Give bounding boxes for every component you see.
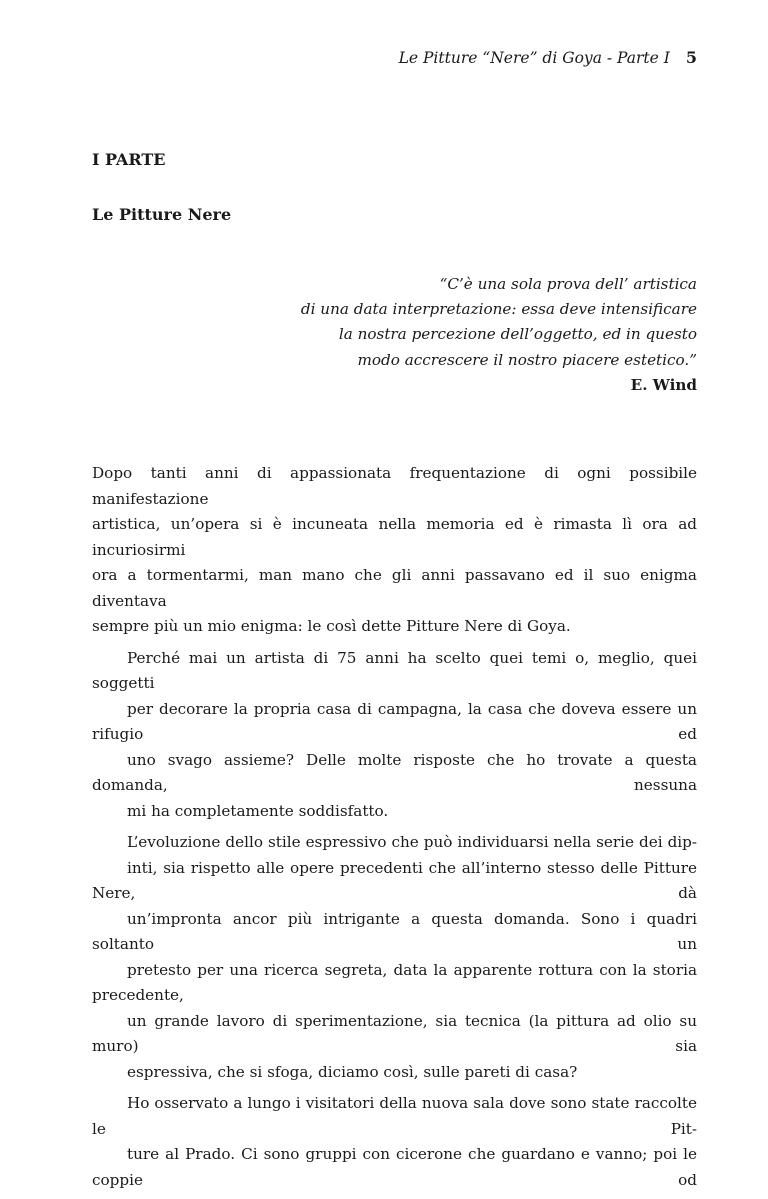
epigraph-line: la nostra percezione dell’oggetto, ed in questo	[338, 325, 697, 344]
text-line: pretesto per una ricerca segreta, data la apparente rottura con la storia precedente,	[92, 960, 697, 1004]
text-line: L’evoluzione dello stile espressivo che può individuarsi nella serie dei dip-	[127, 833, 697, 851]
text-line: ora a tormentarmi, man mano che gli anni passavano ed il suo enigma diventava	[92, 566, 697, 610]
text-line: espressiva, che si sfoga, diciamo così, sulle pareti di casa?	[127, 1062, 578, 1081]
epigraph-line: di una data interpretazione: essa deve intensificare	[300, 300, 697, 319]
paragraph	[92, 830, 697, 1085]
text-line: Dopo tanti anni di appassionata frequentazione di ogni possibile manifestazione	[92, 464, 697, 508]
text-line: sempre più un mio enigma: le così dette Pitture Nere di Goya.	[92, 617, 571, 635]
running-title: Le Pitture “Nere” di Goya - Parte I	[398, 49, 670, 67]
paragraph	[92, 461, 697, 640]
text-line: inti, sia rispetto alle opere precedenti che all’interno stesso delle Pitture Nere, dà	[92, 858, 697, 902]
text-line: Perché mai un artista di 75 anni ha scelto quei temi o, meglio, quei soggetti	[92, 648, 697, 692]
paragraph	[92, 646, 697, 825]
running-header	[92, 48, 697, 67]
text-line: ture al Prado. Ci sono gruppi con cicerone che guardano e vanno; poi le coppie od	[92, 1145, 697, 1189]
epigraph	[92, 272, 697, 398]
page-number: 5	[685, 48, 697, 67]
epigraph-author: E. Wind	[630, 375, 697, 394]
paragraph	[92, 1091, 697, 1193]
text-line: per decorare la propria casa di campagna, la casa che doveva essere un rifugio ed	[92, 699, 697, 743]
text-line: un’impronta ancor più intrigante a questa domanda. Sono i quadri soltanto un	[92, 909, 697, 953]
text-line: mi ha completamente soddisfatto.	[127, 801, 389, 820]
part-heading: I PARTE	[92, 150, 166, 169]
epigraph-line: modo accrescere il nostro piacere estetico.”	[357, 350, 697, 369]
text-line: un grande lavoro di sperimentazione, sia tecnica (la pittura ad olio su muro) sia	[92, 1011, 697, 1055]
body-text	[92, 461, 697, 1199]
text-line: uno svago assieme? Delle molte risposte che ho trovate a questa domanda, nessuna	[92, 750, 697, 794]
section-heading: Le Pitture Nere	[92, 205, 232, 224]
text-line: Ho osservato a lungo i visitatori della nuova sala dove sono state raccolte le Pit-	[92, 1094, 697, 1138]
text-line: artistica, un’opera si è incuneata nella memoria ed è rimasta lì ora ad incuriosirmi	[92, 515, 697, 559]
epigraph-line: “C’è una sola prova dell’ artistica	[439, 275, 697, 293]
